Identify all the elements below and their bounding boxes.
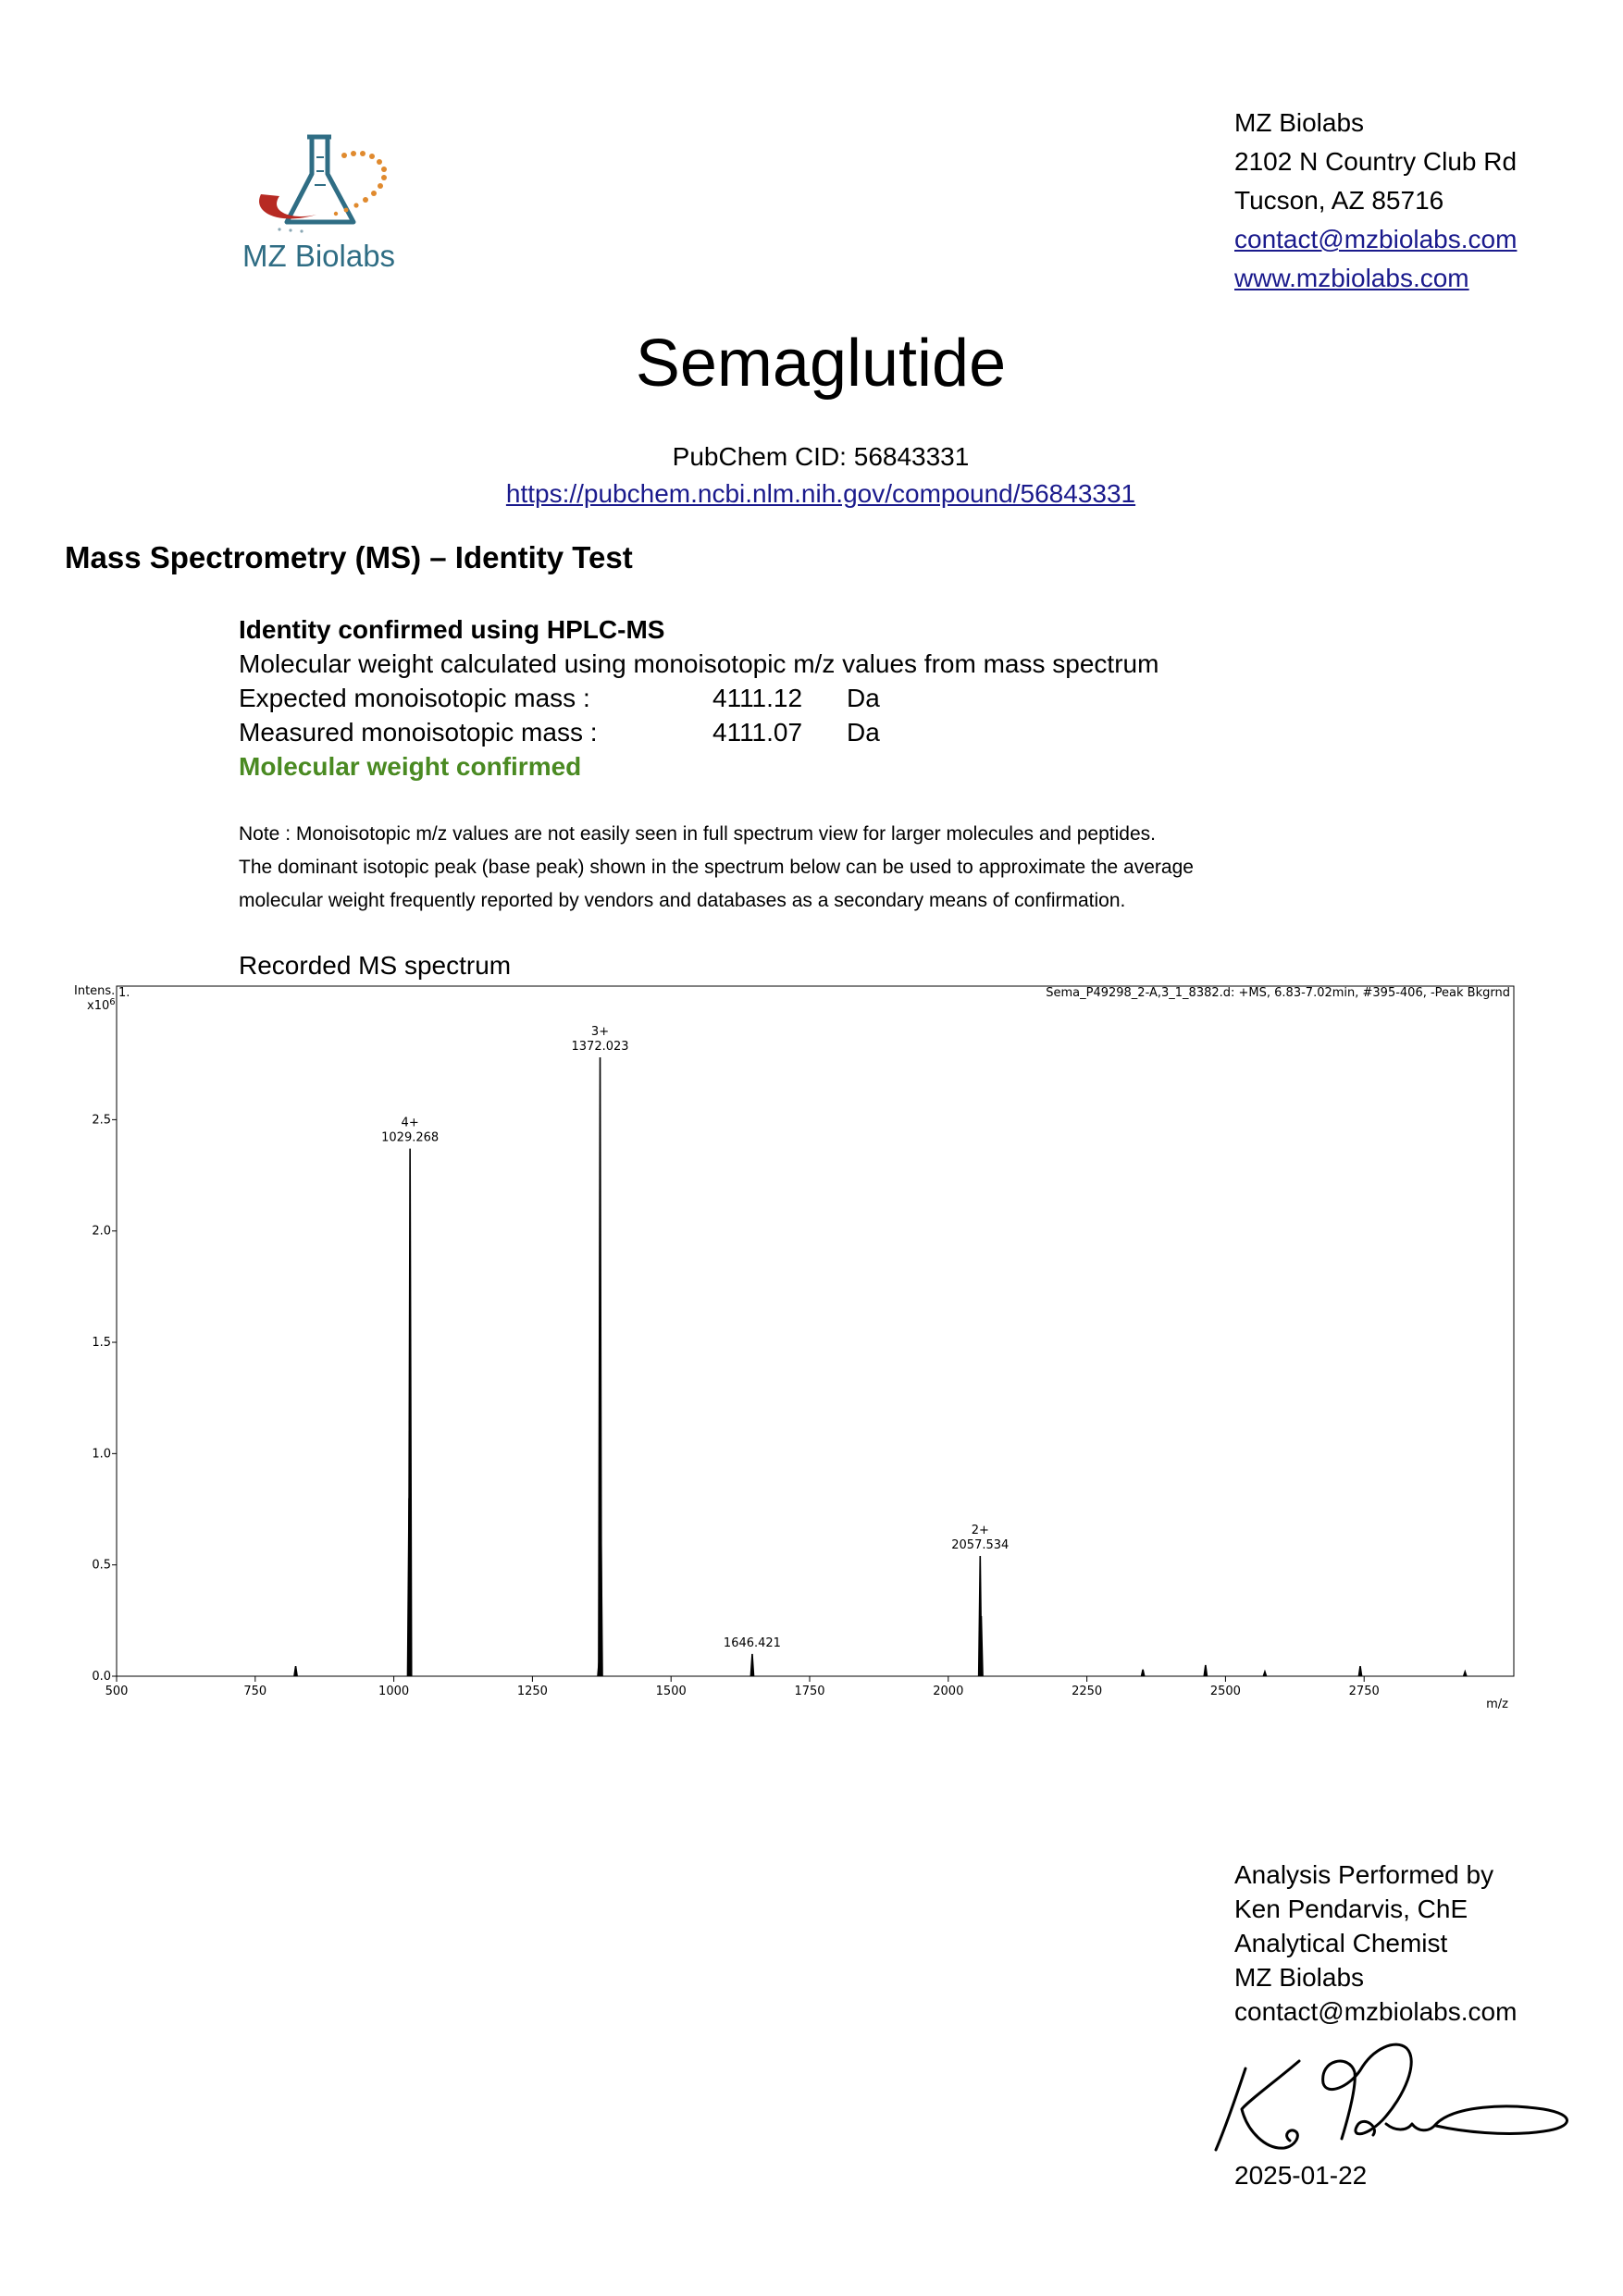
analyst-title: Analytical Chemist [1234,1929,1448,1957]
y-axis-label: Intens. [74,984,116,998]
expected-mass-value: 4111.12 [712,684,803,712]
company-email-link[interactable]: contact@mzbiolabs.com [1234,225,1518,253]
section-heading: Mass Spectrometry (MS) – Identity Test [65,540,633,574]
y-axis-multiplier [87,997,116,1013]
pubchem-link[interactable]: https://pubchem.ncbi.nlm.nih.gov/compound/56843331 [505,479,1136,508]
peak-mz-label: 2057.534 [951,1538,1010,1553]
analyst-company: MZ Biolabs [1234,1963,1365,1992]
peak-mz-label: 1029.268 [381,1130,440,1145]
plot-frame [117,986,1514,1676]
spectrum-peak [750,1654,753,1676]
x-tick-label: 1500 [655,1685,687,1698]
x-tick-label: 1000 [378,1685,410,1698]
x-tick-label: 2500 [1209,1685,1241,1698]
y-tick-label: 1.0 [92,1447,111,1462]
analyst-name: Ken Pendarvis, ChE [1234,1895,1468,1923]
peak-mz-label: 1372.023 [571,1040,629,1055]
analysis-block [1234,1858,1517,2029]
identity-result: Molecular weight confirmed [239,752,582,781]
spectrum-peak [1358,1666,1361,1676]
expected-mass-label: Expected monoisotopic mass : [239,684,590,712]
signature-image [1210,2035,1573,2157]
x-axis-label: m/z [1486,1697,1508,1711]
expected-mass-row [239,681,1158,715]
spectrum-heading: Recorded MS spectrum [239,951,512,980]
analysis-line-1: Analysis Performed by [1234,1860,1494,1889]
x-tick-label: 2250 [1072,1685,1103,1698]
spectrum-peak [1142,1670,1145,1676]
measured-mass-value: 4111.07 [712,718,803,747]
peak-mz-label: 1646.421 [723,1636,781,1650]
company-website-link[interactable]: www.mzbiolabs.com [1234,264,1469,292]
identity-method: Molecular weight calculated using monoisotopic m/z values from mass spectrum [239,649,1159,678]
compound-title: Semaglutide [635,327,1007,401]
ms-spectrum-chart [65,981,1545,1721]
identity-results [239,612,1158,784]
y-tick-label: 0.5 [92,1558,111,1573]
note-line-3: molecular weight frequently reported by vendors and databases as a secondary means of confirmation. [239,890,1126,911]
company-address [1234,104,1517,298]
peak-charge-label: 2+ [971,1524,989,1538]
measured-mass-label: Measured monoisotopic mass : [239,718,598,747]
peak-charge-label: 3+ [590,1025,610,1040]
y-tick-label: 2.5 [92,1113,111,1128]
company-name: MZ Biolabs [1234,108,1365,137]
measured-mass-row [239,715,1158,749]
spectrum-peak [1464,1672,1467,1676]
x-tick-label: 2750 [1348,1685,1380,1698]
pubchem-info [0,438,1623,512]
spectrum-peak [409,1149,412,1676]
report-date: 2025-01-22 [1234,2161,1368,2190]
x-tick-label: 1250 [516,1685,548,1698]
analyst-email: contact@mzbiolabs.com [1234,1997,1518,2026]
note [239,818,1194,918]
y-tick-label: 0.0 [92,1670,111,1684]
spectrum-peak [1263,1672,1266,1676]
spectrum-peak [1204,1665,1207,1676]
spectrum-header: Sema_P49298_2-A,3_1_8382.d: +MS, 6.83-7.02min, #395-406, -Peak Bkgrnd [1046,986,1510,1000]
logo-text: MZ Biolabs [242,239,396,273]
y-tick-label: 2.0 [92,1224,111,1239]
expected-mass-unit: Da [847,684,880,712]
company-city: Tucson, AZ 85716 [1234,186,1444,215]
x-tick-label: 500 [105,1685,129,1698]
company-street: 2102 N Country Club Rd [1234,147,1518,176]
trace-label: 1. [118,986,130,1000]
measured-mass-unit: Da [847,718,880,747]
note-line-1: Note : Monoisotopic m/z values are not easily seen in full spectrum view for larger molecules and peptides. [239,823,1156,845]
x-tick-label: 2000 [933,1685,964,1698]
x-tick-label: 1750 [794,1685,825,1698]
peak-charge-label: 4+ [401,1116,419,1130]
note-line-2: The dominant isotopic peak (base peak) shown in the spectrum below can be used to approximate the average [239,857,1194,878]
pubchem-cid: PubChem CID: 56843331 [672,442,970,471]
y-axis-multiplier-exponent: 6 [109,997,116,1007]
y-tick-label: 1.5 [92,1336,111,1351]
identity-heading: Identity confirmed using HPLC-MS [239,615,665,644]
spectrum-peak [294,1666,297,1676]
x-tick-label: 750 [243,1685,267,1698]
y-axis-multiplier-base: x10 [87,999,110,1013]
